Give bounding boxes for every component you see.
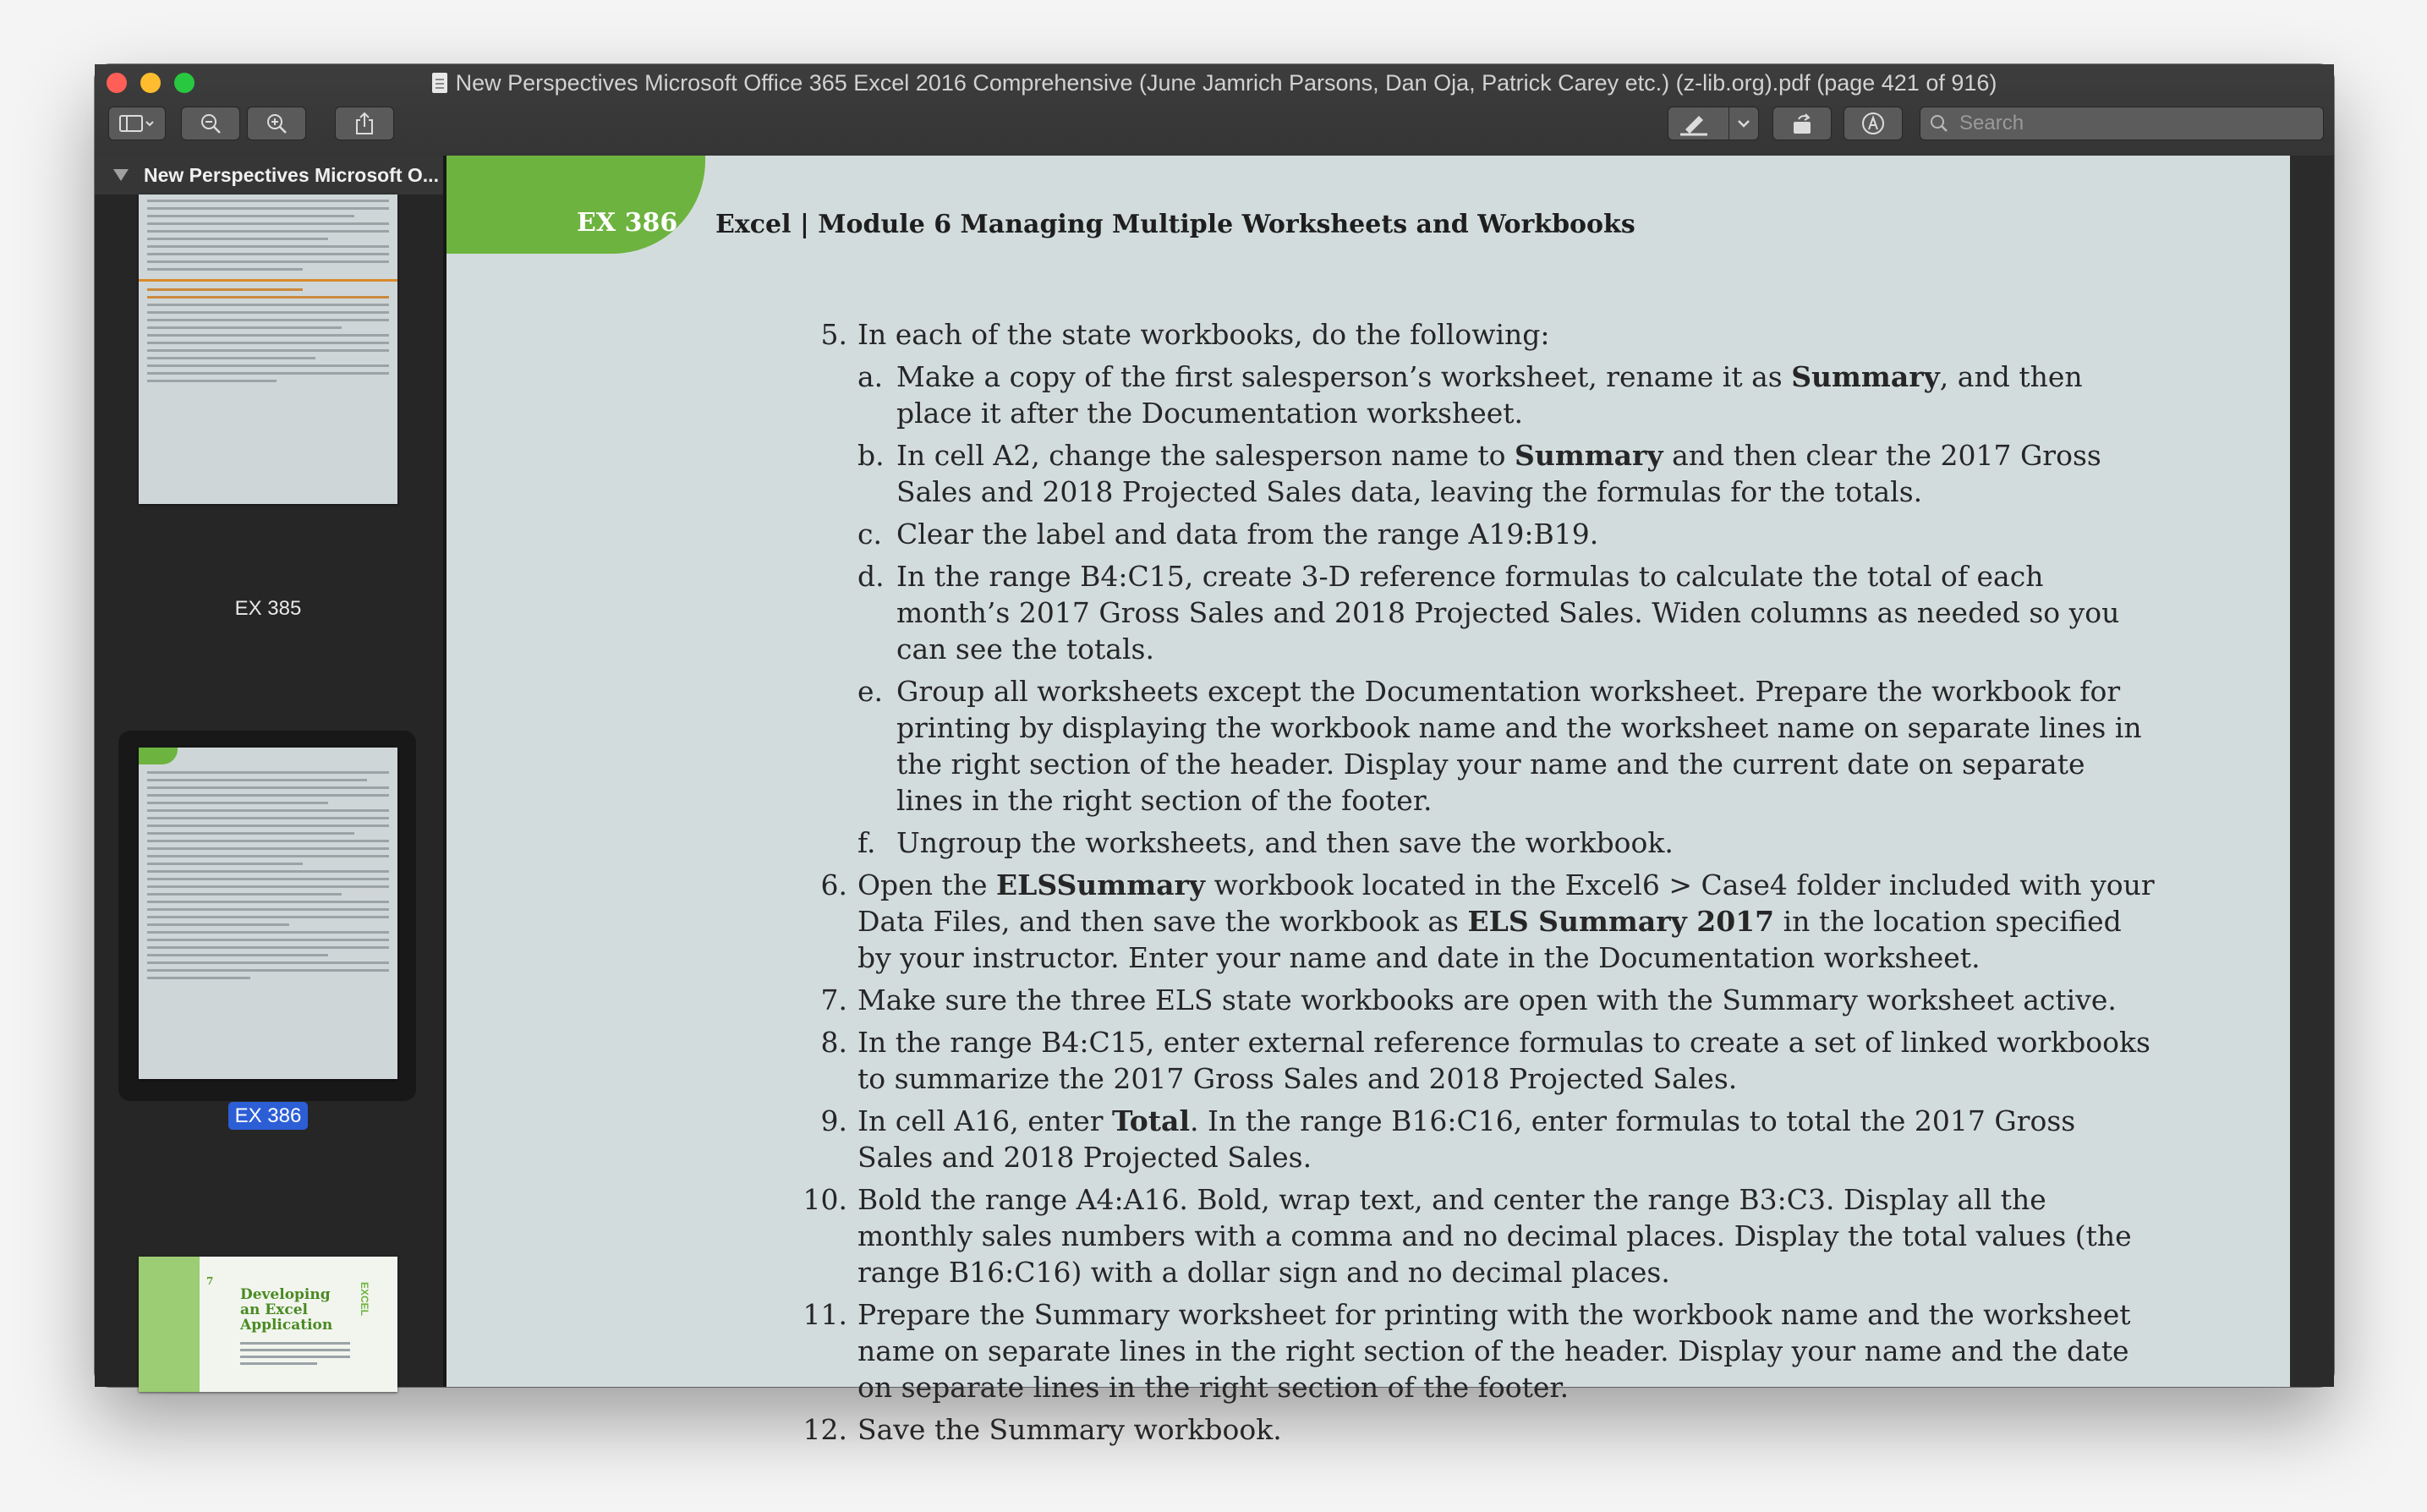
highlight-options-button[interactable]: [1728, 107, 1758, 140]
step-number: 12.: [803, 1413, 847, 1446]
step-text: Open the ELSSummary workbook located in the Excel6 > Case4 folder included with your Data Files, and then save the workbook as ELS Summary 2017 in the location specified by your instructor. Enter your name and date in the Documentation worksheet.: [857, 868, 2155, 974]
step-text: Save the Summary workbook.: [857, 1413, 1282, 1446]
step-5: [700, 316, 2155, 353]
pdf-document-icon: [432, 73, 447, 93]
search-icon: [1929, 113, 1949, 134]
thumb-module-number: 7: [206, 1275, 214, 1287]
running-head: Excel | Module 6 Managing Multiple Worksheets and Workbooks: [715, 210, 1635, 239]
substep-letter: d.: [857, 560, 885, 593]
highlight-pen-icon: [1679, 111, 1716, 136]
disclosure-triangle-icon[interactable]: [113, 169, 129, 181]
step-text: In the range B4:C15, enter external reference formulas to create a set of linked workbooks to summarize the 2017 Gross Sales and 2018 Projected Sales.: [857, 1026, 2150, 1095]
window-title: New Perspectives Microsoft Office 365 Excel 2016 Comprehensive (June Jamrich Parsons, Dan Oja, Patrick Carey etc.) (z-lib.org).pdf (page 421 of 916): [455, 70, 1997, 96]
thumb-side-tab: EXCEL: [359, 1282, 370, 1317]
share-icon: [353, 111, 376, 136]
highlight-button[interactable]: [1668, 107, 1759, 140]
page-thumbnail-module7[interactable]: [139, 1257, 397, 1392]
rotate-button[interactable]: [1772, 107, 1832, 140]
pdf-page: [447, 156, 2290, 1446]
document-viewport[interactable]: [447, 156, 2334, 1446]
sidebar-document-header[interactable]: [95, 156, 443, 194]
page-number-tab: [447, 156, 705, 254]
thumbnail-label-ex386[interactable]: [139, 1104, 397, 1128]
search-field[interactable]: [1920, 107, 2324, 140]
thumb-body-lines: [240, 1338, 350, 1369]
zoom-in-button[interactable]: [247, 107, 306, 140]
step-text: In cell A16, enter Total. In the range B16:C16, enter formulas to total the 2017 Gross Sales and 2018 Projected Sales.: [857, 1104, 2076, 1174]
substep-letter: f.: [857, 826, 876, 859]
selected-page-label: EX 386: [228, 1102, 309, 1130]
thumb-module-title: Developing an Excel Application: [240, 1286, 333, 1334]
step-number: 10.: [803, 1183, 847, 1216]
step-10: [700, 1181, 2155, 1290]
search-input[interactable]: [1958, 111, 2316, 136]
page-thumbnail-ex386[interactable]: [139, 748, 397, 1079]
rotate-icon: [1789, 111, 1815, 136]
share-button[interactable]: [335, 107, 394, 140]
sidebar-toggle-button[interactable]: [108, 107, 166, 140]
step-12: [700, 1411, 2155, 1448]
substep-text: In cell A2, change the salesperson name to Summary and then clear the 2017 Gross Sales and 2018 Projected Sales data, leaving the formulas for the totals.: [896, 439, 2101, 508]
step-9: [700, 1103, 2155, 1175]
substep-letter: b.: [857, 439, 885, 472]
preview-window: [95, 64, 2334, 1446]
markup-icon: [1860, 111, 1886, 136]
thumbnail-sidebar: [95, 156, 447, 1387]
step-text: Bold the range A4:A16. Bold, wrap text, and center the range B3:C3. Display all the monthly sales numbers with a comma and no decimal places. Display the total values (the range B16:C16) with a dollar sign and no decimal places.: [857, 1183, 2132, 1289]
substep-letter: e.: [857, 675, 884, 708]
step-number: 11.: [803, 1298, 847, 1331]
title-bar: [95, 64, 2334, 157]
substep-a: [857, 359, 2155, 431]
step-number: 7.: [820, 983, 847, 1016]
zoom-out-button[interactable]: [181, 107, 240, 140]
step-6: [700, 867, 2155, 976]
step-7: [700, 982, 2155, 1018]
sidebar-icon: [118, 113, 156, 134]
substep-text: Make a copy of the first salesperson’s worksheet, rename it as Summary, and then place it after the Documentation worksheet.: [896, 360, 2083, 430]
substep-text: Clear the label and data from the range A19:B19.: [896, 518, 1599, 551]
page-number: EX 386: [577, 208, 678, 238]
step-text: In each of the state workbooks, do the following:: [857, 318, 1550, 351]
substep-letter: a.: [857, 360, 884, 393]
substep-text: Group all worksheets except the Documentation worksheet. Prepare the workbook for printing by displaying the workbook name and the worksheet name on separate lines in the right section of the header. Display your name and the current date on separate lines in the right section of the footer.: [896, 675, 2142, 817]
substep-b: [857, 437, 2155, 510]
sidebar-document-title: New Perspectives Microsoft O...: [144, 163, 439, 186]
step-number: 9.: [820, 1104, 847, 1137]
substep-text: In the range B4:C15, create 3-D reference formulas to calculate the total of each month’s 2017 Gross Sales and 2018 Projected Sales. Widen columns as needed so you can see the totals.: [896, 560, 2120, 666]
chevron-down-icon: [1737, 119, 1750, 128]
substep-c: [857, 516, 2155, 552]
step-11: [700, 1296, 2155, 1405]
substep-text: Ungroup the worksheets, and then save the workbook.: [896, 826, 1674, 859]
markup-button[interactable]: [1844, 107, 1903, 140]
window-title-area: [95, 70, 2334, 96]
step-text: Prepare the Summary worksheet for printing with the workbook name and the worksheet name on separate lines in the right section of the header. Display your name and the date on separate lines in the right section of the footer.: [857, 1298, 2131, 1404]
substep-e: [857, 673, 2155, 819]
step-number: 5.: [820, 318, 847, 351]
thumb-divider: [139, 279, 397, 282]
step-number: 6.: [820, 868, 847, 901]
substep-f: [857, 824, 2155, 861]
page-thumbnail-ex385[interactable]: [139, 194, 397, 504]
thumb-left-band: [139, 1257, 200, 1392]
thumbnail-label-ex385[interactable]: EX 385: [234, 597, 302, 620]
page-content: [700, 316, 2155, 1454]
substep-letter: c.: [857, 518, 882, 551]
zoom-in-icon: [265, 112, 288, 135]
scroll-gutter: [2290, 156, 2334, 1387]
zoom-out-icon: [199, 112, 222, 135]
step-8: [700, 1024, 2155, 1097]
step-text: Make sure the three ELS state workbooks are open with the Summary worksheet active.: [857, 983, 2117, 1016]
step-number: 8.: [820, 1026, 847, 1059]
substep-d: [857, 558, 2155, 667]
